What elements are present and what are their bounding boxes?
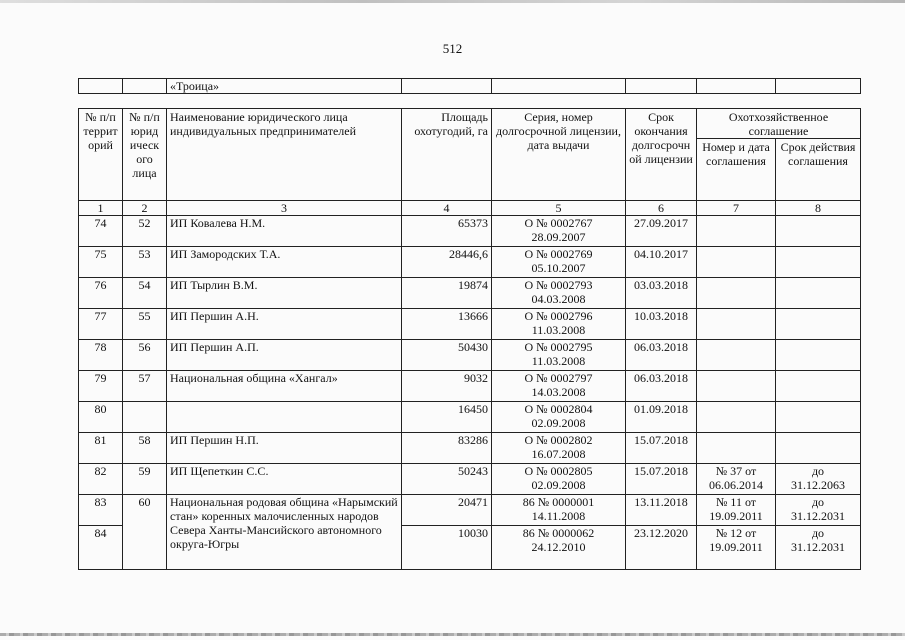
terr-cell: 78 — [79, 340, 123, 371]
term-date: 31.12.2031 — [791, 540, 845, 554]
terr-cell: 75 — [79, 247, 123, 278]
area-cell: 19874 — [402, 278, 492, 309]
term-cell — [776, 216, 861, 247]
table-row — [79, 309, 861, 340]
license-end-cell: 01.09.2018 — [626, 402, 697, 433]
term-line2: 31.12.2063 — [791, 478, 845, 492]
license-cell — [492, 247, 626, 278]
area-cell: 28446,6 — [402, 247, 492, 278]
table-row — [79, 371, 861, 402]
column-number: 7 — [697, 201, 776, 216]
agreement-cell — [697, 309, 776, 340]
jur-cell: 52 — [123, 216, 167, 247]
terr-cell: 80 — [79, 402, 123, 433]
license-line1: О № 0002805 — [524, 464, 593, 478]
column-number: 2 — [123, 201, 167, 216]
table-row — [79, 433, 861, 464]
table-row — [79, 216, 861, 247]
cell — [79, 79, 123, 94]
license-cell — [492, 402, 626, 433]
license-date: 24.12.2010 — [531, 540, 586, 554]
cell — [626, 79, 697, 94]
jur-cell: 57 — [123, 371, 167, 402]
license-line1: О № 0002804 — [524, 402, 593, 416]
license-cell — [492, 340, 626, 371]
cell — [492, 79, 626, 94]
continuation-table — [78, 78, 861, 94]
agreement-line2: 06.06.2014 — [709, 478, 763, 492]
term-prefix: до — [811, 495, 825, 509]
license-cell — [492, 433, 626, 464]
header-row — [79, 109, 861, 139]
header-agreement-number: Номер и дата соглашения — [697, 139, 776, 201]
area-cell: 10030 — [402, 526, 492, 570]
license-cell — [492, 495, 626, 526]
term-cell — [776, 402, 861, 433]
agreement-cell — [697, 340, 776, 371]
name-cell: ИП Тырлин В.М. — [167, 278, 402, 309]
area-cell: 65373 — [402, 216, 492, 247]
agreement-line1: № 37 от — [715, 464, 757, 478]
area-cell: 9032 — [402, 371, 492, 402]
terr-cell: 82 — [79, 464, 123, 495]
column-number: 4 — [402, 201, 492, 216]
licenses-table — [78, 108, 861, 570]
term-prefix: до — [811, 526, 825, 540]
license-line2: 02.09.2008 — [531, 478, 586, 492]
area-cell: 50243 — [402, 464, 492, 495]
column-number: 1 — [79, 201, 123, 216]
header-agreement-group: Охотхозяйственное соглашение — [697, 109, 861, 139]
name-cell — [167, 402, 402, 433]
license-cell — [492, 526, 626, 570]
jur-cell: 53 — [123, 247, 167, 278]
license-line1: О № 0002767 — [524, 216, 593, 230]
agreement-cell — [697, 495, 776, 526]
agreement-date: 19.09.2011 — [709, 540, 763, 554]
jur-cell: 58 — [123, 433, 167, 464]
cell — [697, 79, 776, 94]
header-license: Серия, номер долгосрочной лицензии, дата выдачи — [492, 109, 626, 201]
license-line2: 28.09.2007 — [531, 230, 586, 244]
name-cell: ИП Першин А.П. — [167, 340, 402, 371]
license-line2: 14.03.2008 — [531, 385, 586, 399]
license-cell — [492, 278, 626, 309]
license-number: 86 № 0000062 — [522, 526, 595, 540]
license-cell — [492, 216, 626, 247]
license-date: 14.11.2008 — [531, 509, 586, 523]
jur-cell — [123, 402, 167, 433]
table-row — [79, 464, 861, 495]
scan-top-edge — [0, 0, 905, 3]
page-number: 512 — [442, 41, 463, 56]
agreement-cell — [697, 247, 776, 278]
term-cell — [776, 371, 861, 402]
column-number: 8 — [776, 201, 861, 216]
name-cell: ИП Щепеткин С.С. — [167, 464, 402, 495]
agreement-cell — [697, 433, 776, 464]
license-line1: О № 0002797 — [524, 371, 593, 385]
continuation-name-cell: «Троица» — [167, 79, 402, 94]
continuation-row — [79, 79, 861, 94]
license-end-cell: 15.07.2018 — [626, 464, 697, 495]
agreement-cell — [697, 371, 776, 402]
term-date: 31.12.2031 — [791, 509, 845, 523]
terr-cell: 76 — [79, 278, 123, 309]
license-end-cell: 10.03.2018 — [626, 309, 697, 340]
header-license-end: Срок окончания долгосрочн ой лицензии — [626, 109, 697, 201]
license-end-cell: 23.12.2020 — [626, 526, 697, 570]
terr-cell: 77 — [79, 309, 123, 340]
license-line2: 16.07.2008 — [531, 447, 586, 461]
name-cell: Национальная община «Хангал» — [167, 371, 402, 402]
license-line1: О № 0002795 — [524, 340, 593, 354]
cell — [123, 79, 167, 94]
license-line1: О № 0002796 — [524, 309, 593, 323]
agreement-number: № 12 от — [715, 526, 757, 540]
agreement-cell — [697, 526, 776, 570]
table-row — [79, 340, 861, 371]
license-line2: 04.03.2008 — [531, 292, 586, 306]
agreement-cell — [697, 402, 776, 433]
agreement-cell — [697, 464, 776, 495]
term-line1: до — [811, 464, 825, 478]
jur-cell: 60 — [123, 495, 167, 570]
license-number: 86 № 0000001 — [522, 495, 595, 509]
area-cell: 20471 — [402, 495, 492, 526]
jur-cell: 59 — [123, 464, 167, 495]
header-agreement-term: Срок действия соглашения — [776, 139, 861, 201]
terr-cell: 81 — [79, 433, 123, 464]
column-number: 6 — [626, 201, 697, 216]
table-row — [79, 402, 861, 433]
license-line2: 11.03.2008 — [531, 323, 586, 337]
cell — [776, 79, 861, 94]
terr-cell: 79 — [79, 371, 123, 402]
header-terr: № п/п террит орий — [79, 109, 123, 201]
table-row — [79, 278, 861, 309]
term-cell — [776, 495, 861, 526]
header-jur: № п/п юрид ическ ого лица — [123, 109, 167, 201]
header-name: Наименование юридического лица индивидуальных предпринимателей — [167, 109, 402, 201]
area-cell: 83286 — [402, 433, 492, 464]
license-line2: 02.09.2008 — [531, 416, 586, 430]
term-cell — [776, 340, 861, 371]
license-cell — [492, 464, 626, 495]
license-end-cell: 06.03.2018 — [626, 371, 697, 402]
data-rows — [79, 216, 861, 495]
name-cell: ИП Замородских Т.А. — [167, 247, 402, 278]
license-cell — [492, 371, 626, 402]
area-cell: 16450 — [402, 402, 492, 433]
scan-bottom-edge — [0, 633, 905, 636]
area-cell: 50430 — [402, 340, 492, 371]
term-cell — [776, 526, 861, 570]
license-end-cell: 06.03.2018 — [626, 340, 697, 371]
terr-cell: 83 — [79, 495, 123, 526]
term-cell — [776, 309, 861, 340]
column-number: 3 — [167, 201, 402, 216]
agreement-cell — [697, 278, 776, 309]
license-end-cell: 15.07.2018 — [626, 433, 697, 464]
name-cell: ИП Першин Н.П. — [167, 433, 402, 464]
column-number: 5 — [492, 201, 626, 216]
term-cell — [776, 247, 861, 278]
area-cell: 13666 — [402, 309, 492, 340]
table-row — [79, 247, 861, 278]
term-cell — [776, 278, 861, 309]
license-line1: О № 0002769 — [524, 247, 593, 261]
agreement-number: № 11 от — [715, 495, 757, 509]
license-line1: О № 0002802 — [524, 433, 593, 447]
license-line2: 11.03.2008 — [531, 354, 586, 368]
name-cell: Национальная родовая община «Нарымский стан» коренных малочисленных народов Севера Ханты-Мансийского автономного округа-Югры — [167, 495, 402, 570]
column-number-row — [79, 201, 861, 216]
agreement-date: 19.09.2011 — [709, 509, 763, 523]
jur-cell: 54 — [123, 278, 167, 309]
license-cell — [492, 309, 626, 340]
cell — [402, 79, 492, 94]
jur-cell: 56 — [123, 340, 167, 371]
header-area: Площадь охотугодий, га — [402, 109, 492, 201]
license-end-cell: 03.03.2018 — [626, 278, 697, 309]
term-cell — [776, 433, 861, 464]
license-line2: 05.10.2007 — [531, 261, 586, 275]
name-cell: ИП Першин А.Н. — [167, 309, 402, 340]
name-cell: ИП Ковалева Н.М. — [167, 216, 402, 247]
terr-cell: 84 — [79, 526, 123, 570]
license-end-cell: 27.09.2017 — [626, 216, 697, 247]
license-end-cell: 13.11.2018 — [626, 495, 697, 526]
terr-cell: 74 — [79, 216, 123, 247]
table-row — [79, 495, 861, 526]
term-cell — [776, 464, 861, 495]
license-line1: О № 0002793 — [524, 278, 593, 292]
jur-cell: 55 — [123, 309, 167, 340]
license-end-cell: 04.10.2017 — [626, 247, 697, 278]
agreement-cell — [697, 216, 776, 247]
